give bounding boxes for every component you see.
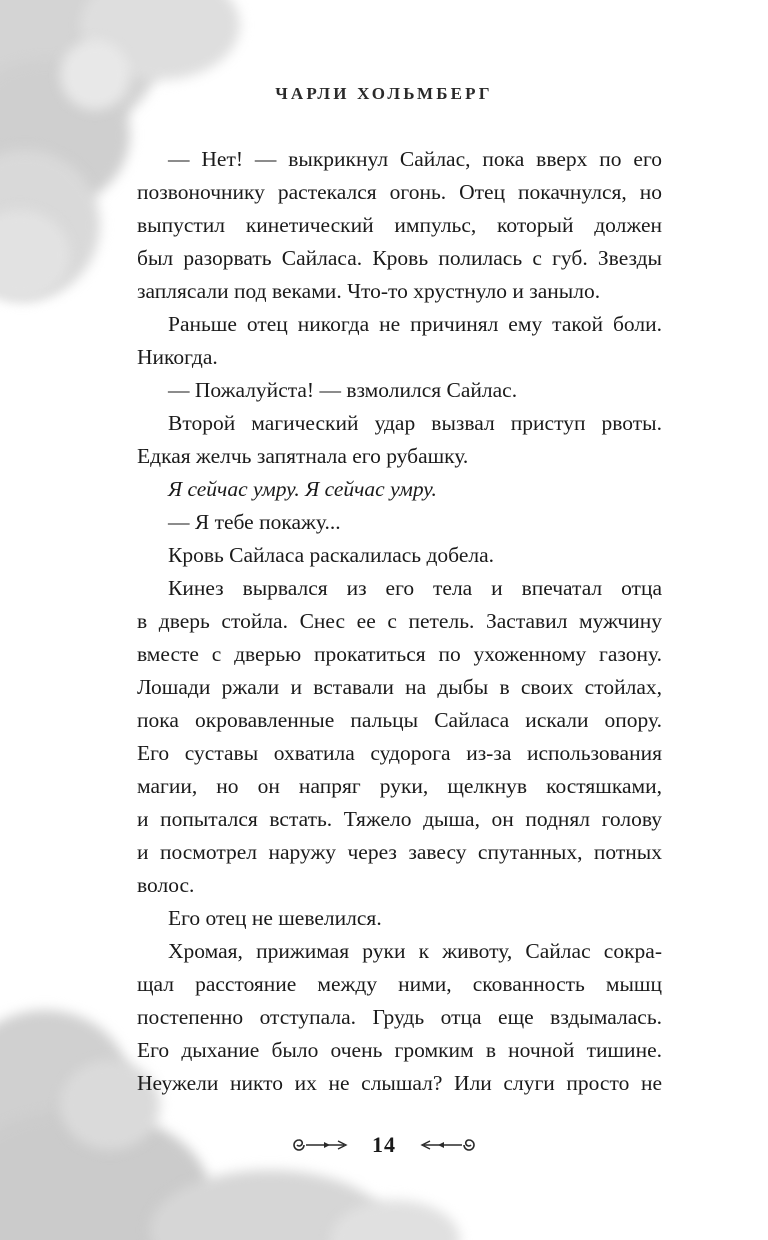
body-text <box>137 143 662 1100</box>
text-line: вместе с дверью прокатиться по ухоженному газону. <box>137 642 662 666</box>
text-line: позвоночнику растекался огонь. Отец покачнулся, но <box>137 180 662 204</box>
paragraph <box>137 539 662 572</box>
text-line: Едкая желчь запятнала его рубашку. <box>137 444 469 468</box>
folio <box>0 1132 768 1168</box>
text-line: Неужели никто их не слышал? Или слуги просто не <box>137 1071 662 1095</box>
text-line: — Пожалуйста! — взмолился Сайлас. <box>168 378 518 402</box>
text-line: щал расстояние между ними, скованность мышц <box>137 972 662 996</box>
text-line: Его отец не шевелился. <box>168 906 382 930</box>
text-line: Его суставы охватила судорога из-за использования <box>137 741 662 765</box>
text-line: и попытался встать. Тяжело дыша, он поднял голову <box>137 807 662 831</box>
text-line: — Нет! — выкрикнул Сайлас, пока вверх по его <box>168 147 662 171</box>
paragraph <box>137 374 662 407</box>
paragraph <box>137 308 662 374</box>
left-scroll-ornament-icon <box>292 1135 352 1155</box>
text-line: выпустил кинетический импульс, который должен <box>137 213 662 237</box>
paragraph <box>137 572 662 902</box>
text-line: Кровь Сайласа раскалилась добела. <box>168 543 495 567</box>
running-header: ЧАРЛИ ХОЛЬМБЕРГ <box>275 84 493 103</box>
paragraph <box>137 473 662 506</box>
text-line: в дверь стойла. Снес ее с петель. Заставил мужчину <box>137 609 662 633</box>
text-line: Лошади ржали и вставали на дыбы в своих стойлах, <box>137 675 662 699</box>
text-line: Кинез вырвался из его тела и впечатал отца <box>168 576 662 600</box>
text-line: Хромая, прижимая руки к животу, Сайлас сокра- <box>168 939 662 963</box>
text-line: Второй магический удар вызвал приступ рвоты. <box>168 411 662 435</box>
text-line: и посмотрел наружу через завесу спутанных, потных <box>137 840 662 864</box>
text-line: магии, но он напряг руки, щелкнув костяшками, <box>137 774 662 798</box>
paragraph <box>137 506 662 539</box>
text-line: — Я тебе покажу... <box>168 510 341 534</box>
text-line: Раньше отец никогда не причинял ему такой боли. <box>168 312 662 336</box>
text-line: волос. <box>137 873 195 897</box>
paragraph <box>137 407 662 473</box>
text-line: Я сейчас умру. Я сейчас умру. <box>168 477 437 501</box>
text-line: Его дыхание было очень громким в ночной тишине. <box>137 1038 662 1062</box>
paragraph <box>137 935 662 1100</box>
text-line: Никогда. <box>137 345 218 369</box>
paragraph <box>137 902 662 935</box>
text-line: заплясали под веками. Что-то хрустнуло и заныло. <box>137 279 601 303</box>
text-line: постепенно отступала. Грудь отца еще вздымалась. <box>137 1005 662 1029</box>
paragraph <box>137 143 662 308</box>
text-line: пока окровавленные пальцы Сайласа искали опору. <box>137 708 662 732</box>
text-line: был разорвать Сайласа. Кровь полилась с губ. Звезды <box>137 246 662 270</box>
right-scroll-ornament-icon <box>416 1135 476 1155</box>
page-number: 14 <box>372 1132 396 1157</box>
